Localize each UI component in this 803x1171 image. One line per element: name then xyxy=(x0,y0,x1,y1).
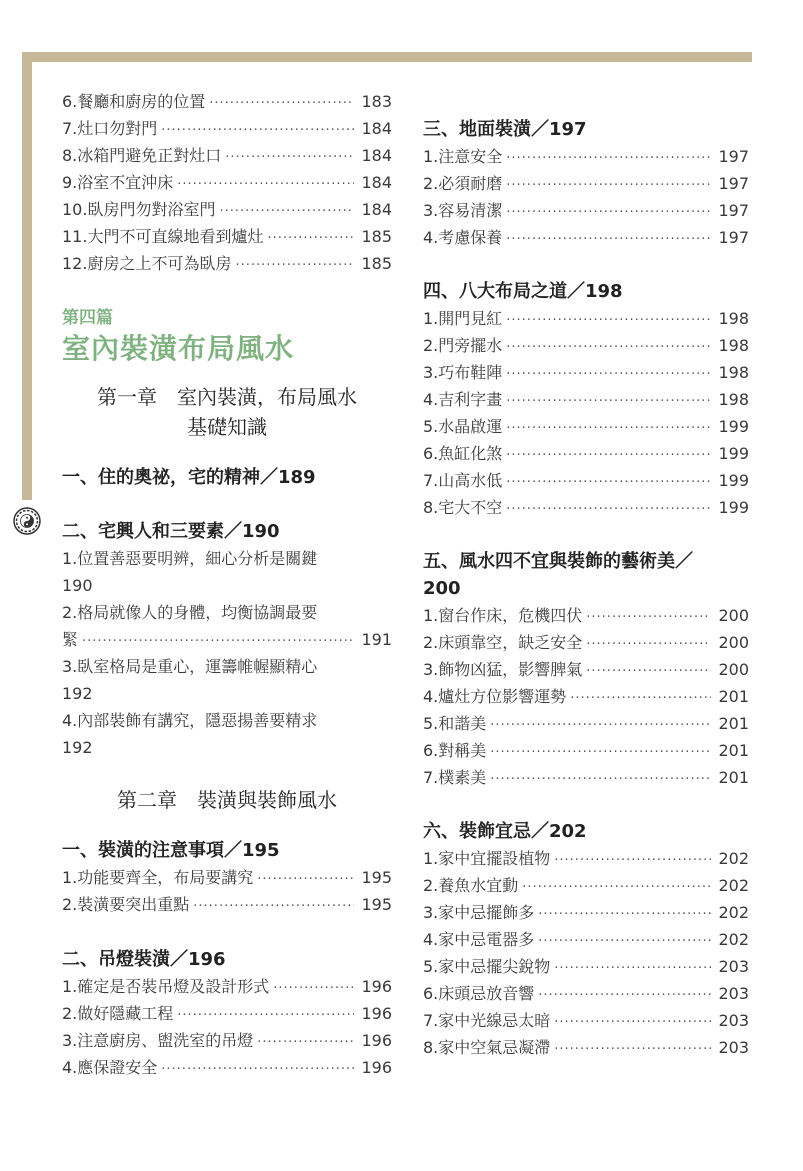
toc-entry xyxy=(423,143,749,170)
toc-entry-text: 1.家中宜擺設植物 xyxy=(423,849,551,868)
dot-leader xyxy=(257,1029,354,1056)
toc-entry-page: 200 xyxy=(718,660,749,679)
toc-entry-page: 192 xyxy=(62,684,93,703)
dot-leader xyxy=(538,928,711,955)
toc-list xyxy=(62,88,392,277)
toc-entry-page: 201 xyxy=(718,687,749,706)
toc-entry-text: 1.開門見紅 xyxy=(423,309,503,328)
toc-entry xyxy=(423,953,749,980)
dot-leader xyxy=(554,847,711,874)
toc-entry xyxy=(62,115,392,142)
toc-entry-page: 203 xyxy=(718,1011,749,1030)
dot-leader xyxy=(177,171,354,198)
dot-leader xyxy=(586,658,711,685)
toc-entry-text: 6.床頭忌放音響 xyxy=(423,984,535,1003)
toc-entry-page: 196 xyxy=(361,1058,392,1077)
toc-entry-text: 10.臥房門勿對浴室門 xyxy=(62,200,216,219)
chapter-title-continued: 基礎知識 xyxy=(187,415,267,439)
toc-entry-continued xyxy=(62,626,392,653)
toc-entry-text: 4.吉利字畫 xyxy=(423,390,503,409)
dot-leader xyxy=(490,766,711,793)
toc-entry-page: 202 xyxy=(718,876,749,895)
toc-entry-page: 198 xyxy=(718,390,749,409)
toc-entry-page: 196 xyxy=(361,977,392,996)
toc-entry-text: 3.家中忌擺飾多 xyxy=(423,903,535,922)
toc-entry xyxy=(423,683,749,710)
toc-entry xyxy=(423,305,749,332)
dot-leader xyxy=(554,1009,711,1036)
section-heading: 四、八大布局之道／198 xyxy=(423,281,623,302)
dot-leader xyxy=(225,144,354,171)
toc-left-column xyxy=(62,88,392,1081)
toc-entry-text: 11.大門不可直線地看到爐灶 xyxy=(62,227,264,246)
toc-entry-text: 2.裝潢要突出重點 xyxy=(62,895,190,914)
toc-entry-page: 196 xyxy=(361,1031,392,1050)
toc-entry-text: 1.窗台作床，危機四伏 xyxy=(423,606,583,625)
toc-entry xyxy=(62,864,392,891)
toc-entry xyxy=(423,494,749,521)
dot-leader xyxy=(490,739,711,766)
toc-entry-text: 1.功能要齊全，布局要講究 xyxy=(62,868,254,887)
toc-entry-text: 5.水晶啟運 xyxy=(423,417,503,436)
chapter-title: 第二章 裝潢與裝飾風水 xyxy=(117,788,337,812)
toc-entry-page: 197 xyxy=(718,147,749,166)
toc-entry xyxy=(62,545,392,599)
toc-entry-page: 201 xyxy=(718,714,749,733)
toc-entry xyxy=(423,386,749,413)
toc-entry-page: 185 xyxy=(361,227,392,246)
toc-entry-text: 6.對稱美 xyxy=(423,741,487,760)
toc-list xyxy=(423,845,749,1061)
dot-leader xyxy=(506,361,711,388)
toc-entry xyxy=(423,629,749,656)
part-label: 第四篇 xyxy=(62,308,113,328)
toc-entry-text: 3.飾物凶猛，影響脾氣 xyxy=(423,660,583,679)
toc-entry-text: 12.廚房之上不可為臥房 xyxy=(62,254,232,273)
toc-entry-text: 8.宅大不空 xyxy=(423,498,503,517)
dot-leader xyxy=(82,628,354,655)
dot-leader xyxy=(177,1002,354,1029)
toc-entry xyxy=(423,926,749,953)
dot-leader xyxy=(554,955,711,982)
toc-entry-text: 2.格局就像人的身體，均衡協調最要 xyxy=(62,603,318,622)
section-heading: 一、裝潢的注意事項／195 xyxy=(62,840,280,861)
section-heading: 六、裝飾宜忌／202 xyxy=(423,821,587,842)
dot-leader xyxy=(506,469,711,496)
toc-list xyxy=(423,143,749,251)
toc-entry-page: 183 xyxy=(361,92,392,111)
dot-leader xyxy=(506,307,711,334)
dot-leader xyxy=(538,982,711,1009)
toc-list xyxy=(423,305,749,521)
toc-entry-text: 6.魚缸化煞 xyxy=(423,444,503,463)
toc-entry-page: 195 xyxy=(361,895,392,914)
toc-entry-text: 8.冰箱門避免正對灶口 xyxy=(62,146,222,165)
toc-entry-text: 7.灶口勿對門 xyxy=(62,119,158,138)
toc-entry-text: 2.門旁擺水 xyxy=(423,336,503,355)
toc-entry-page: 200 xyxy=(718,633,749,652)
toc-entry-page: 196 xyxy=(361,1004,392,1023)
toc-entry-text: 7.樸素美 xyxy=(423,768,487,787)
toc-entry-page: 199 xyxy=(718,498,749,517)
toc-entry xyxy=(423,602,749,629)
toc-entry-page: 197 xyxy=(718,201,749,220)
toc-entry xyxy=(62,891,392,918)
toc-entry-text: 3.臥室格局是重心，運籌帷幄顯精心 xyxy=(62,657,318,676)
toc-entry xyxy=(423,710,749,737)
toc-entry xyxy=(62,196,392,223)
toc-entry-page: 202 xyxy=(718,849,749,868)
toc-entry-page: 203 xyxy=(718,984,749,1003)
toc-entry-page: 197 xyxy=(718,174,749,193)
section-heading: 五、風水四不宜與裝飾的藝術美／ xyxy=(423,551,693,572)
toc-entry xyxy=(62,1027,392,1054)
toc-entry-page: 197 xyxy=(718,228,749,247)
toc-entry xyxy=(62,973,392,1000)
toc-entry-page: 199 xyxy=(718,471,749,490)
toc-entry xyxy=(62,1054,392,1081)
toc-entry-page: 184 xyxy=(361,119,392,138)
toc-list xyxy=(423,602,749,791)
toc-entry xyxy=(62,707,392,761)
toc-entry-text: 3.巧布鞋陣 xyxy=(423,363,503,382)
toc-entry-text: 緊 xyxy=(62,630,79,649)
dot-leader xyxy=(506,442,711,469)
dot-leader xyxy=(586,604,711,631)
toc-entry-page: 184 xyxy=(361,146,392,165)
frame-left-bar xyxy=(22,52,32,500)
toc-entry xyxy=(423,899,749,926)
section-heading: 一、住的奧祕，宅的精神／189 xyxy=(62,467,316,488)
toc-entry xyxy=(423,872,749,899)
section-heading-continued: 200 xyxy=(423,578,461,599)
toc-entry-text: 2.做好隱藏工程 xyxy=(62,1004,174,1023)
toc-entry-text: 4.家中忌電器多 xyxy=(423,930,535,949)
toc-entry xyxy=(423,332,749,359)
dot-leader xyxy=(554,1036,711,1063)
toc-entry xyxy=(423,359,749,386)
toc-entry xyxy=(423,467,749,494)
toc-entry xyxy=(423,1034,749,1061)
dot-leader xyxy=(161,1056,354,1083)
toc-entry-page: 198 xyxy=(718,336,749,355)
dot-leader xyxy=(267,225,354,252)
toc-entry xyxy=(423,224,749,251)
dot-leader xyxy=(506,145,711,172)
toc-entry-text: 9.浴室不宜沖床 xyxy=(62,173,174,192)
toc-entry-text: 8.家中空氣忌凝滯 xyxy=(423,1038,551,1057)
toc-entry-page: 201 xyxy=(718,741,749,760)
toc-list xyxy=(62,973,392,1081)
toc-entry-page: 184 xyxy=(361,200,392,219)
toc-entry-page: 184 xyxy=(361,173,392,192)
toc-entry-page: 200 xyxy=(718,606,749,625)
toc-entry xyxy=(62,250,392,277)
toc-entry-page: 199 xyxy=(718,444,749,463)
toc-entry-text: 1.確定是否裝吊燈及設計形式 xyxy=(62,977,270,996)
yin-yang-icon xyxy=(13,507,41,535)
dot-leader xyxy=(506,199,711,226)
toc-list xyxy=(62,864,392,918)
toc-entry-text: 2.床頭靠空，缺乏安全 xyxy=(423,633,583,652)
toc-entry xyxy=(62,599,392,626)
toc-entry-text: 3.容易清潔 xyxy=(423,201,503,220)
toc-entry-text: 6.餐廳和廚房的位置 xyxy=(62,92,206,111)
toc-entry-page: 191 xyxy=(361,630,392,649)
toc-entry xyxy=(62,88,392,115)
toc-entry xyxy=(423,656,749,683)
toc-entry xyxy=(423,980,749,1007)
dot-leader xyxy=(522,874,711,901)
section-heading: 二、吊燈裝潢／196 xyxy=(62,949,226,970)
dot-leader xyxy=(570,685,711,712)
toc-entry-text: 4.爐灶方位影響運勢 xyxy=(423,687,567,706)
toc-entry-page: 198 xyxy=(718,309,749,328)
toc-entry-text: 7.山高水低 xyxy=(423,471,503,490)
dot-leader xyxy=(235,252,354,279)
dot-leader xyxy=(209,90,354,117)
dot-leader xyxy=(506,226,711,253)
dot-leader xyxy=(506,415,711,442)
toc-entry-page: 190 xyxy=(62,576,93,595)
dot-leader xyxy=(219,198,354,225)
dot-leader xyxy=(161,117,354,144)
toc-entry-text: 2.養魚水宜動 xyxy=(423,876,519,895)
dot-leader xyxy=(506,496,711,523)
toc-entry-text: 3.注意廚房、盥洗室的吊燈 xyxy=(62,1031,254,1050)
toc-entry-text: 4.考慮保養 xyxy=(423,228,503,247)
toc-entry-page: 203 xyxy=(718,1038,749,1057)
dot-leader xyxy=(506,388,711,415)
toc-entry xyxy=(423,440,749,467)
dot-leader xyxy=(506,172,711,199)
toc-entry xyxy=(62,653,392,707)
section-heading: 二、宅興人和三要素／190 xyxy=(62,521,280,542)
dot-leader xyxy=(506,334,711,361)
toc-entry xyxy=(62,142,392,169)
frame-top-bar xyxy=(22,52,752,62)
toc-entry-text: 5.和諧美 xyxy=(423,714,487,733)
dot-leader xyxy=(193,893,354,920)
toc-entry-page: 185 xyxy=(361,254,392,273)
toc-entry-page: 202 xyxy=(718,903,749,922)
toc-entry-text: 4.應保證安全 xyxy=(62,1058,158,1077)
toc-entry xyxy=(62,223,392,250)
toc-entry-page: 202 xyxy=(718,930,749,949)
dot-leader xyxy=(257,866,354,893)
toc-entry xyxy=(423,845,749,872)
part-title: 室內裝潢布局風水 xyxy=(62,332,295,365)
toc-entry xyxy=(423,170,749,197)
toc-entry-text: 4.內部裝飾有講究，隱惡揚善要精求 xyxy=(62,711,318,730)
toc-entry-page: 201 xyxy=(718,768,749,787)
dot-leader xyxy=(273,975,354,1002)
toc-entry xyxy=(423,413,749,440)
toc-entry-page: 203 xyxy=(718,957,749,976)
toc-entry-text: 7.家中光線忌太暗 xyxy=(423,1011,551,1030)
toc-entry-page: 195 xyxy=(361,868,392,887)
toc-entry xyxy=(423,737,749,764)
dot-leader xyxy=(538,901,711,928)
toc-entry xyxy=(62,169,392,196)
toc-entry-page: 192 xyxy=(62,738,93,757)
toc-entry-text: 5.家中忌擺尖銳物 xyxy=(423,957,551,976)
toc-entry xyxy=(423,1007,749,1034)
toc-entry-text: 1.位置善惡要明辨，細心分析是關鍵 xyxy=(62,549,318,568)
dot-leader xyxy=(490,712,711,739)
toc-entry-page: 199 xyxy=(718,417,749,436)
toc-entry xyxy=(423,764,749,791)
toc-entry-page: 198 xyxy=(718,363,749,382)
dot-leader xyxy=(586,631,711,658)
toc-entry xyxy=(62,1000,392,1027)
toc-right-column xyxy=(423,116,749,1061)
toc-entry xyxy=(423,197,749,224)
section-heading: 三、地面裝潢／197 xyxy=(423,119,587,140)
toc-entry-text: 1.注意安全 xyxy=(423,147,503,166)
chapter-title: 第一章 室內裝潢，布局風水 xyxy=(97,385,357,409)
toc-entry-text: 2.必須耐磨 xyxy=(423,174,503,193)
